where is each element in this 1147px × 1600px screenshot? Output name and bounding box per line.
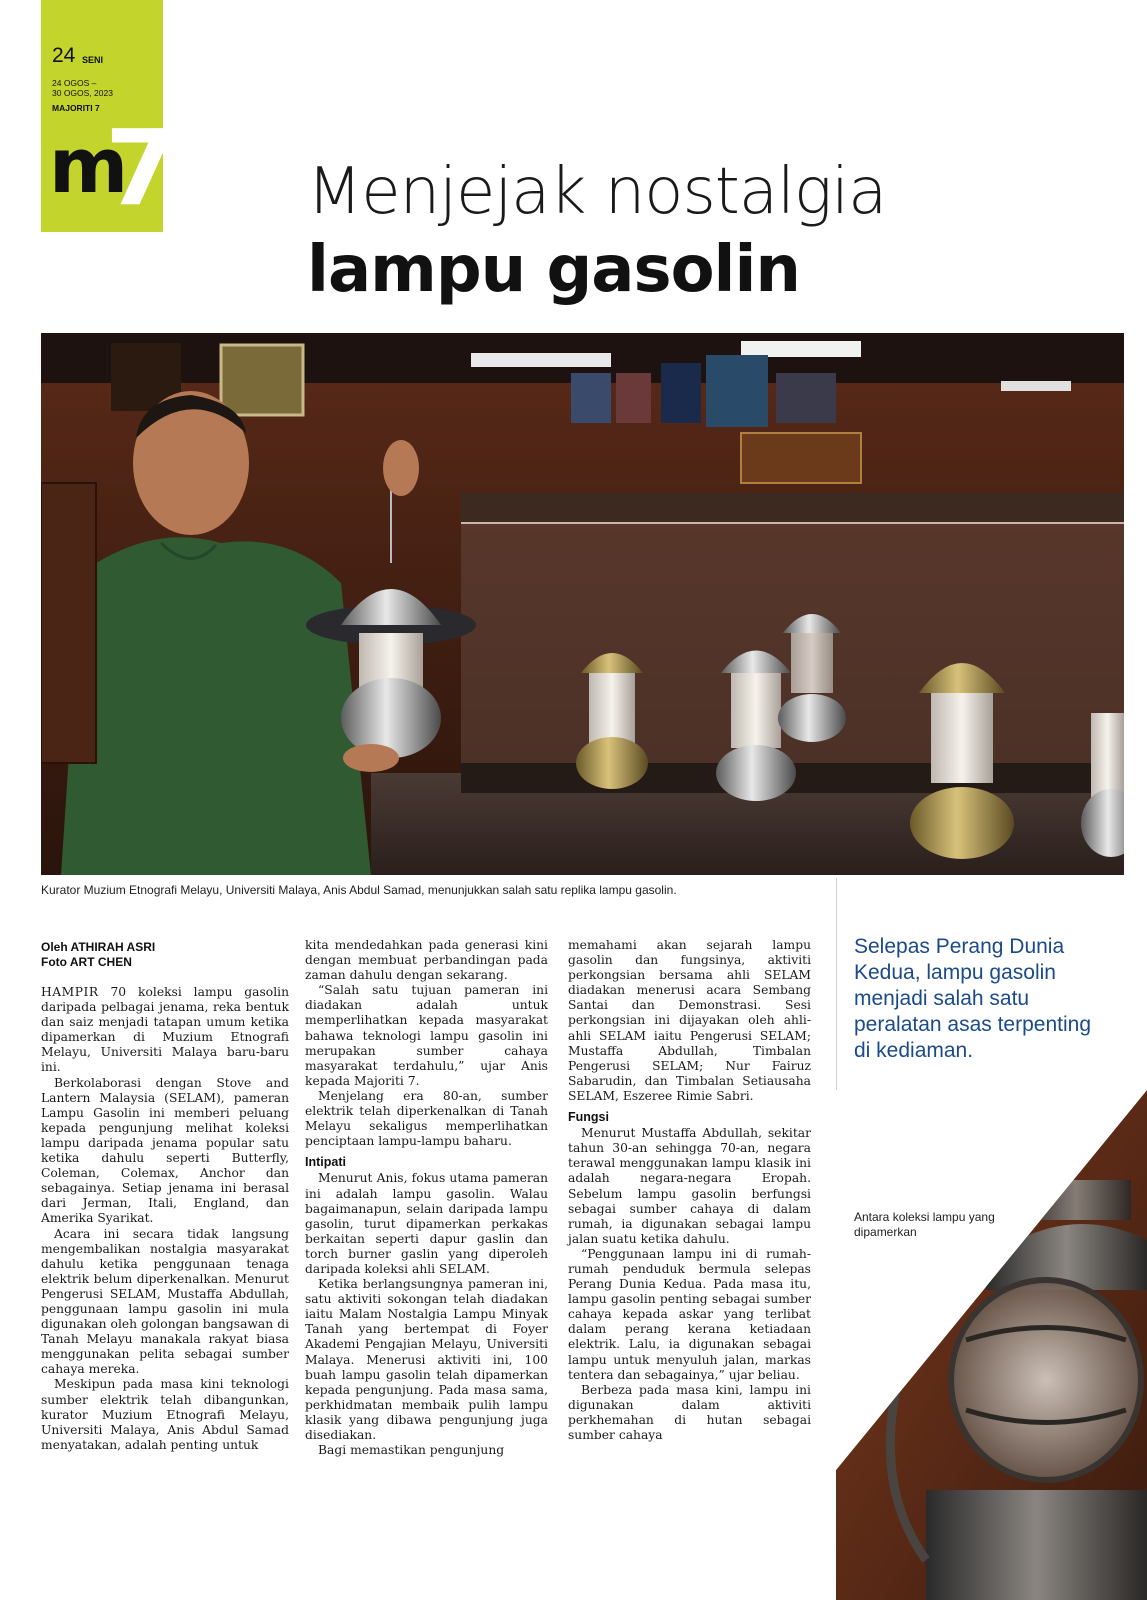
main-photo bbox=[41, 333, 1124, 875]
byline bbox=[41, 940, 291, 970]
article-column-2 bbox=[305, 938, 548, 1458]
article-paragraph: Acara ini secara tidak langsung mengembalikan nostalgia masyarakat dahulu ketika penggunaan tenaga elektrik belum diperkenalkan. Menurut Pengerusi SELAM, Mustaffa Abdullah, penggunaan lampu gasolin ini mula digunakan oleh golongan bangsawan di Tanah Melayu manakala rakyat biasa menggunakan pelita sebagai sumber cahaya mereka. bbox=[41, 1226, 289, 1377]
article-paragraph: Berbeza pada masa kini, lampu ini digunakan dalam aktiviti perkhemahan di hutan sebagai sumber cahaya bbox=[568, 1382, 811, 1442]
article-column-1 bbox=[41, 985, 289, 1453]
subheading-intipati: Intipati bbox=[305, 1155, 346, 1170]
museum-lanterns-illustration bbox=[41, 333, 1124, 875]
article-paragraph: Bagi memastikan pengunjung bbox=[318, 1443, 505, 1458]
paragraph-text: 70 koleksi lampu gasolin daripada pelbagai jenama, reka bentuk dan saiz menjadi tatapan umum ketika dipamerkan di Muzium Etnografi Melayu, Universiti Malaya baru-baru ini. bbox=[41, 985, 289, 1075]
photo-caption: Kurator Muzium Etnografi Melayu, Universiti Malaya, Anis Abdul Samad, menunjukkan salah satu replika lampu gasolin. bbox=[41, 883, 677, 897]
lead-word: HAMPIR bbox=[41, 985, 99, 999]
headline-line-1: Menjejak nostalgia bbox=[307, 155, 887, 229]
article-paragraph bbox=[41, 985, 289, 1076]
masthead-block bbox=[41, 0, 178, 232]
issue-date-start: 24 OGOS – bbox=[52, 78, 97, 88]
article-paragraph: Ketika berlangsungnya pameran ini, satu aktiviti sokongan telah diadakan iaitu Malam Nostalgia Lampu Minyak Tanah yang bertempat di Foyer Akademi Pengajian Melayu, Universiti Malaya. Menerusi aktiviti ini, 100 buah lampu gasolin telah dipamerkan kepada pengunjung. Pada masa sama, perkhidmatan membaik pulih lampu klasik yang dibawa pengunjung juga disediakan. bbox=[305, 1277, 548, 1442]
article-column-3 bbox=[568, 938, 811, 1443]
article-paragraph: Menjelang era 80-an, sumber elektrik telah diperkenalkan di Tanah Melayu sekaligus memperlihatkan penciptaan lampu-lampu baharu. bbox=[305, 1088, 548, 1149]
article-paragraph: “Salah satu tujuan pameran ini diadakan adalah untuk memperlihatkan kepada masyarakat bahawa teknologi lampu gasolin ini merupakan sumber cahaya masyarakat terdahulu,” ujar Anis kepada Majoriti 7. bbox=[305, 983, 548, 1088]
side-photo-caption: Antara koleksi lampu yang dipamerkan bbox=[854, 1210, 995, 1239]
article-paragraph: memahami akan sejarah lampu gasolin dan fungsinya, aktiviti perkongsian bersama ahli SELAM diadakan menerusi acara Sembang Santai dan Demonstrasi. Sesi perkongsian ini dijayakan oleh ahli-ahli SELAM iaitu Pengerusi SELAM; Mustaffa Abdullah, Timbalan Pengerusi SELAM; Nur Fairuz Sabarudin, dan Timbalan Setiausaha SELAM, Eszeree Rimie Sabri. bbox=[568, 938, 811, 1103]
issue-date-end: 30 OGOS, 2023 bbox=[52, 88, 113, 98]
headline-line-2: lampu gasolin bbox=[307, 233, 800, 307]
logo-number: 7 bbox=[105, 107, 178, 229]
logo-letter: m bbox=[49, 121, 125, 210]
side-photo bbox=[836, 1090, 1147, 1600]
article-paragraph: Meskipun pada masa kini teknologi sumber elektrik telah dibangunkan, kurator Muzium Etnografi Melayu, Universiti Malaya, Anis Abdul Samad menyatakan, adalah penting untuk bbox=[41, 1377, 289, 1452]
section-label: SENI bbox=[82, 55, 104, 65]
issue-dates bbox=[52, 78, 113, 98]
byline-author: Oleh ATHIRAH ASRI bbox=[41, 940, 156, 954]
publication-name: MAJORITI 7 bbox=[52, 103, 100, 113]
article-paragraph: kita mendedahkan pada generasi kini dengan membuat perbandingan pada zaman dahulu dengan sekarang. bbox=[305, 938, 548, 983]
page-number: 24 bbox=[52, 44, 76, 67]
article-paragraph: Menurut Anis, fokus utama pameran ini adalah lampu gasolin. Walau bagaimanapun, selain daripada lampu gasolin, turut dipamerkan perkakas berkaitan seperti dapur gaslin dan torch burner gaslin yang diperoleh daripada koleksi ahli SELAM. bbox=[305, 1171, 548, 1276]
article-paragraph: Berkolaborasi dengan Stove and Lantern Malaysia (SELAM), pameran Lampu Gasolin ini memberi peluang kepada pengunjung melihat koleksi lampu daripada jenama popular satu ketika dahulu seperti Butterfly, Coleman, Colemax, Anchor dan sebagainya. Setiap jenama ini berasal dari Jerman, Itali, England, dan Amerika Syarikat. bbox=[41, 1075, 289, 1226]
pull-quote: Selepas Perang Dunia Kedua, lampu gasolin menjadi salah satu peralatan asas terpenting di kediaman. bbox=[854, 935, 1091, 1062]
article-paragraph: “Penggunaan lampu ini di rumah-rumah penduduk bermula selepas Perang Dunia Kedua. Pada masa itu, lampu gasolin penting sebagai sumber cahaya kepada askar yang terlibat dalam perang kerana ketiadaan elektrik. Lalu, ia digunakan sebagai lampu untuk menyuluh jalan, markas tentera dan sebagainya,” ujar beliau. bbox=[568, 1246, 811, 1382]
article-paragraph: Menurut Mustaffa Abdullah, sekitar tahun 30-an sehingga 70-an, negara terawal menggunakan lampu klasik ini adalah negara-negara Eropah. Sebelum lampu gasolin berfungsi sebagai sumber cahaya di dalam rumah, ia digunakan sebagai lampu jalan suatu ketika dahulu. bbox=[568, 1126, 811, 1246]
vintage-lantern-illustration bbox=[836, 1090, 1147, 1600]
subheading-fungsi: Fungsi bbox=[568, 1110, 609, 1125]
byline-photo: Foto ART CHEN bbox=[41, 955, 132, 969]
